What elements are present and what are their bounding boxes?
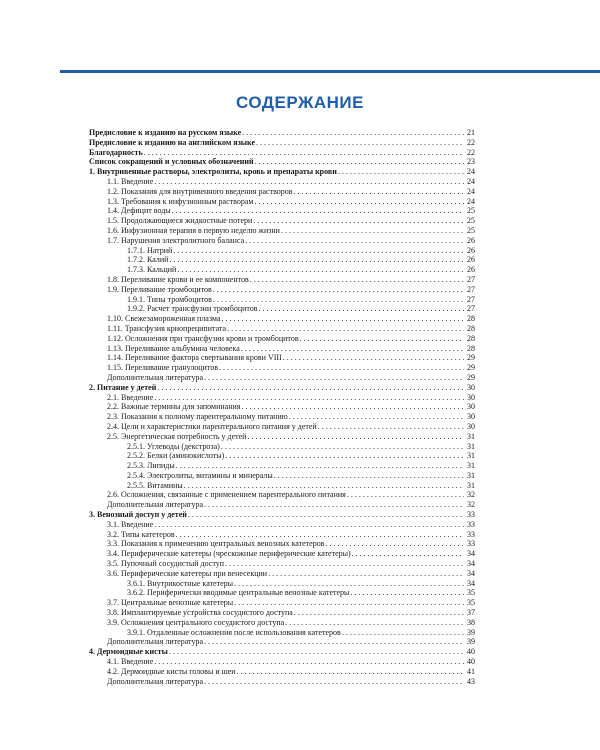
toc-page-number: 27 xyxy=(467,294,475,304)
toc-leader-dots xyxy=(254,197,464,207)
toc-page-number: 27 xyxy=(467,284,475,294)
toc-entry[interactable] xyxy=(89,637,475,647)
toc-page-number: 38 xyxy=(467,617,475,627)
toc-page-number: 23 xyxy=(467,157,475,167)
toc-entry-title: 4. Дермоидные кисты xyxy=(89,647,168,657)
toc-entry[interactable] xyxy=(89,265,475,275)
toc-entry-title: 1.9.1. Типы тромбоцитов xyxy=(127,294,212,304)
toc-page-number: 31 xyxy=(467,431,475,441)
toc-leader-dots xyxy=(169,255,464,265)
toc-leader-dots xyxy=(318,422,464,432)
toc-leader-dots xyxy=(144,148,464,158)
toc-entry[interactable] xyxy=(89,490,475,500)
toc-page-number: 24 xyxy=(467,167,475,177)
toc-entry-title: Дополнительная литература xyxy=(107,637,203,647)
toc-entry[interactable] xyxy=(89,461,475,471)
toc-page-number: 30 xyxy=(467,392,475,402)
toc-entry-title: 1.9.2. Расчет трансфузии тромбоцитов xyxy=(127,304,258,314)
header-rule xyxy=(60,70,600,73)
toc-leader-dots xyxy=(225,559,464,569)
toc-leader-dots xyxy=(241,402,464,412)
toc-leader-dots xyxy=(274,471,464,481)
toc-page-number: 31 xyxy=(467,451,475,461)
toc-leader-dots xyxy=(289,412,464,422)
toc-entry-title: 1.9. Переливание тромбоцитов xyxy=(107,284,212,294)
toc-leader-dots xyxy=(184,481,464,491)
toc-entry[interactable] xyxy=(89,334,475,344)
toc-leader-dots xyxy=(285,618,464,628)
toc-page-number: 22 xyxy=(467,147,475,157)
toc-page-number: 30 xyxy=(467,421,475,431)
toc-entry[interactable] xyxy=(89,236,475,246)
toc-entry[interactable] xyxy=(89,471,475,481)
toc-page-number: 30 xyxy=(467,412,475,422)
toc-page-number: 28 xyxy=(467,314,475,324)
toc-entry[interactable] xyxy=(89,177,475,187)
toc-page-number: 37 xyxy=(467,608,475,618)
toc-leader-dots xyxy=(242,128,464,138)
toc-page-number: 25 xyxy=(467,216,475,226)
toc-entry-title: Предисловие к изданию на русском языке xyxy=(89,128,242,137)
toc-page-number: 22 xyxy=(467,137,475,147)
toc-leader-dots xyxy=(256,138,464,148)
toc-page-number: 33 xyxy=(467,510,475,520)
toc-entry[interactable] xyxy=(89,324,475,334)
toc-entry[interactable] xyxy=(89,579,475,589)
toc-entry-title: 4.1. Введение xyxy=(107,657,154,667)
toc-entry-title: 1.5. Продолжающиеся жидкостные потери xyxy=(107,216,253,226)
toc-entry[interactable] xyxy=(89,275,475,285)
toc-entry[interactable] xyxy=(89,206,475,216)
toc-leader-dots xyxy=(300,334,464,344)
toc-page-number: 21 xyxy=(467,128,475,137)
toc-entry-title: 2.2. Важные термины для запоминания xyxy=(107,402,241,412)
toc-entry-title: Дополнительная литература xyxy=(107,500,203,510)
toc-page-number: 32 xyxy=(467,500,475,510)
toc-entry[interactable] xyxy=(89,569,475,579)
toc-entry-title: 1.7.3. Кальций xyxy=(127,265,177,275)
toc-entry[interactable] xyxy=(89,412,475,422)
toc-leader-dots xyxy=(169,647,464,657)
toc-entry-title: 3.7. Центральные венозные катетеры xyxy=(107,598,234,608)
toc-leader-dots xyxy=(157,383,464,393)
toc-entry-title: Предисловие к изданию на английском языке xyxy=(89,137,256,147)
toc-leader-dots xyxy=(255,157,464,167)
toc-page-number: 39 xyxy=(467,637,475,647)
toc-page-number: 26 xyxy=(467,255,475,265)
toc-leader-dots xyxy=(154,520,464,530)
toc-page-number: 30 xyxy=(467,382,475,392)
toc-entry-title: 3. Венозный доступ у детей xyxy=(89,510,187,520)
toc-entry[interactable] xyxy=(89,393,475,403)
toc-page-number: 28 xyxy=(467,343,475,353)
toc-leader-dots xyxy=(177,265,464,275)
toc-entry-title: 1.13. Переливание альбумина человека xyxy=(107,343,240,353)
toc-entry-title: 1.4. Дефицит воды xyxy=(107,206,171,216)
toc-page-number: 35 xyxy=(467,588,475,598)
toc-page-number: 34 xyxy=(467,559,475,569)
toc-entry-title: 1.3. Требования к инфузионным растворам xyxy=(107,196,254,206)
toc-page-number: 30 xyxy=(467,402,475,412)
toc-entry-title: 3.6.2. Периферически вводимые центральные венозные катетеры xyxy=(127,588,350,598)
toc-page-number: 40 xyxy=(467,657,475,667)
toc-leader-dots xyxy=(204,373,464,383)
toc-page-number: 29 xyxy=(467,363,475,373)
toc-entry[interactable] xyxy=(89,677,475,687)
toc-entry-title: 1. Внутривенные растворы, электролиты, кровь и препараты крови xyxy=(89,167,337,177)
toc-entry[interactable] xyxy=(89,383,475,393)
toc-entry[interactable] xyxy=(89,167,475,177)
toc-entry[interactable] xyxy=(89,657,475,667)
toc-entry[interactable] xyxy=(89,373,475,383)
toc-page-number: 31 xyxy=(467,441,475,451)
toc-leader-dots xyxy=(213,285,464,295)
toc-page-number: 27 xyxy=(467,274,475,284)
page-title: СОДЕРЖАНИЕ xyxy=(236,93,364,112)
toc-entry[interactable] xyxy=(89,148,475,158)
toc-page-number: 33 xyxy=(467,519,475,529)
toc-entry-title: 2.5.2. Белки (аминокислоты) xyxy=(127,451,225,461)
toc-entry[interactable] xyxy=(89,618,475,628)
toc-entry-title: 3.4. Периферические катетеры (чрескожные периферические катетеры) xyxy=(107,549,351,559)
toc-page-number: 29 xyxy=(467,353,475,363)
toc-entry-title: Дополнительная литература xyxy=(107,372,203,382)
toc-leader-dots xyxy=(237,667,464,677)
toc-entry-title: 3.9. Осложнения центрального сосудистого доступа xyxy=(107,617,285,627)
toc-entry-title: 4.2. Дермоидные кисты головы и шеи xyxy=(107,666,236,676)
toc-entry[interactable] xyxy=(89,246,475,256)
toc-entry-title: 3.5. Пупочный сосудистый доступ xyxy=(107,559,225,569)
toc-leader-dots xyxy=(234,598,464,608)
toc-entry[interactable] xyxy=(89,559,475,569)
toc-leader-dots xyxy=(338,167,464,177)
toc-page-number: 34 xyxy=(467,568,475,578)
toc-entry-title: 1.10. Свежезамороженная плазма xyxy=(107,314,221,324)
toc-entry[interactable] xyxy=(89,138,475,148)
toc-entry-title: 2.1. Введение xyxy=(107,392,154,402)
toc-entry[interactable] xyxy=(89,344,475,354)
toc-leader-dots xyxy=(204,677,464,687)
toc-entry-title: 2. Питание у детей xyxy=(89,382,157,392)
toc-entry-title: 2.3. Показания к полному парентеральному питанию xyxy=(107,412,288,422)
toc-page-number: 26 xyxy=(467,265,475,275)
toc-leader-dots xyxy=(154,393,464,403)
toc-page-number: 26 xyxy=(467,235,475,245)
toc-entry[interactable] xyxy=(89,128,475,138)
toc-entry-title: 3.9.1. Отдаленные осложнения после использования катетеров xyxy=(127,627,341,637)
toc-entry-title: Благодарность xyxy=(89,147,143,157)
toc-page-number: 39 xyxy=(467,627,475,637)
toc-leader-dots xyxy=(245,236,464,246)
toc-entry[interactable] xyxy=(89,187,475,197)
toc-leader-dots xyxy=(234,579,464,589)
toc-leader-dots xyxy=(219,363,464,373)
toc-entry[interactable] xyxy=(89,598,475,608)
toc-entry-title: 2.5.4. Электролиты, витамины и минералы xyxy=(127,470,273,480)
toc-entry[interactable] xyxy=(89,500,475,510)
toc-page-number: 25 xyxy=(467,225,475,235)
toc-leader-dots xyxy=(241,344,464,354)
toc-page-number: 34 xyxy=(467,578,475,588)
toc-leader-dots xyxy=(253,216,464,226)
toc-page-number: 24 xyxy=(467,176,475,186)
toc-leader-dots xyxy=(176,530,464,540)
toc-entry-title: Дополнительная литература xyxy=(107,676,203,686)
toc-leader-dots xyxy=(154,657,464,667)
toc-leader-dots xyxy=(259,304,464,314)
toc-page-number: 25 xyxy=(467,206,475,216)
toc-page-number: 31 xyxy=(467,461,475,471)
toc-entry-title: 1.11. Трансфузия криопреципитата xyxy=(107,323,227,333)
toc-leader-dots xyxy=(325,539,464,549)
toc-entry[interactable] xyxy=(89,295,475,305)
toc-leader-dots xyxy=(227,324,464,334)
toc-page-number: 34 xyxy=(467,549,475,559)
toc-entry-title: 1.14. Переливание фактора свертывания крови VIII xyxy=(107,353,282,363)
toc-entry[interactable] xyxy=(89,314,475,324)
toc-leader-dots xyxy=(250,275,464,285)
toc-entry-title: 1.12. Осложнения при трансфузии крови и тромбоцитов xyxy=(107,333,299,343)
toc-entry[interactable] xyxy=(89,451,475,461)
toc-entry[interactable] xyxy=(89,667,475,677)
toc-page-number: 26 xyxy=(467,245,475,255)
toc-page-number: 28 xyxy=(467,323,475,333)
toc-entry[interactable] xyxy=(89,520,475,530)
toc-leader-dots xyxy=(294,187,464,197)
toc-entry[interactable] xyxy=(89,216,475,226)
toc-entry[interactable] xyxy=(89,442,475,452)
toc-leader-dots xyxy=(221,442,464,452)
toc-entry[interactable] xyxy=(89,304,475,314)
toc-leader-dots xyxy=(213,295,464,305)
toc-entry[interactable] xyxy=(89,481,475,491)
toc-entry-title: Список сокращений и условных обозначений xyxy=(89,157,254,167)
toc-entry[interactable] xyxy=(89,353,475,363)
toc-leader-dots xyxy=(352,549,464,559)
toc-entry-title: 1.7.2. Калий xyxy=(127,255,169,265)
toc-leader-dots xyxy=(188,510,464,520)
toc-page-number: 28 xyxy=(467,333,475,343)
table-of-contents xyxy=(89,128,475,686)
toc-entry-title: 2.5. Энергетическая потребность у детей xyxy=(107,431,247,441)
toc-page-number: 43 xyxy=(467,676,475,686)
toc-entry[interactable] xyxy=(89,285,475,295)
toc-entry[interactable] xyxy=(89,549,475,559)
toc-leader-dots xyxy=(283,353,464,363)
toc-page-number: 40 xyxy=(467,647,475,657)
toc-entry[interactable] xyxy=(89,226,475,236)
toc-page-number: 41 xyxy=(467,666,475,676)
toc-page-number: 31 xyxy=(467,480,475,490)
toc-entry[interactable] xyxy=(89,255,475,265)
toc-entry[interactable] xyxy=(89,402,475,412)
toc-entry[interactable] xyxy=(89,530,475,540)
toc-entry[interactable] xyxy=(89,157,475,167)
toc-page-number: 32 xyxy=(467,490,475,500)
toc-page-number: 27 xyxy=(467,304,475,314)
toc-entry-title: 1.2. Показания для внутривенного введения растворов xyxy=(107,186,293,196)
toc-entry-title: 2.5.5. Витамины xyxy=(127,480,183,490)
toc-entry[interactable] xyxy=(89,510,475,520)
toc-entry[interactable] xyxy=(89,422,475,432)
toc-entry-title: 1.8. Переливание крови и ее компонентов xyxy=(107,274,249,284)
toc-leader-dots xyxy=(347,490,464,500)
toc-entry-title: 2.5.1. Углеводы (декстроза) xyxy=(127,441,220,451)
toc-page-number: 29 xyxy=(467,372,475,382)
toc-entry-title: 3.6.1. Внутрикостные катетеры xyxy=(127,578,234,588)
toc-entry[interactable] xyxy=(89,539,475,549)
toc-entry[interactable] xyxy=(89,432,475,442)
toc-entry-title: 3.8. Имплантируемые устройства сосудистого доступа xyxy=(107,608,293,618)
toc-entry[interactable] xyxy=(89,647,475,657)
toc-leader-dots xyxy=(268,569,464,579)
toc-leader-dots xyxy=(176,461,464,471)
toc-leader-dots xyxy=(294,608,464,618)
toc-leader-dots xyxy=(342,628,464,638)
toc-entry-title: 2.6. Осложнения, связанные с применением парентерального питания xyxy=(107,490,346,500)
toc-entry-title: 3.2. Типы катетеров xyxy=(107,529,175,539)
toc-page-number: 35 xyxy=(467,598,475,608)
toc-entry[interactable] xyxy=(89,363,475,373)
toc-page-number: 33 xyxy=(467,539,475,549)
toc-entry-title: 1.7.1. Натрий xyxy=(127,245,173,255)
toc-leader-dots xyxy=(154,177,464,187)
toc-entry[interactable] xyxy=(89,608,475,618)
toc-entry-title: 3.3. Показания к применению центральных венозных катетеров xyxy=(107,539,325,549)
toc-entry[interactable] xyxy=(89,628,475,638)
toc-leader-dots xyxy=(225,451,464,461)
toc-leader-dots xyxy=(172,206,464,216)
toc-entry-title: 1.7. Нарушения электролитного баланса xyxy=(107,235,245,245)
toc-entry-title: 3.1. Введение xyxy=(107,519,154,529)
toc-page-number: 31 xyxy=(467,470,475,480)
toc-entry[interactable] xyxy=(89,588,475,598)
toc-entry-title: 2.4. Цели и характеристики парентерального питания у детей xyxy=(107,421,317,431)
toc-leader-dots xyxy=(221,314,464,324)
toc-page-number: 24 xyxy=(467,186,475,196)
toc-entry-title: 1.6. Инфузионная терапия в первую неделю жизни xyxy=(107,225,280,235)
toc-page-number: 24 xyxy=(467,196,475,206)
toc-entry-title: 1.1. Введение xyxy=(107,176,154,186)
toc-entry-title: 1.15. Переливание гранулоцитов xyxy=(107,363,218,373)
toc-entry-title: 2.5.3. Липиды xyxy=(127,461,175,471)
toc-entry[interactable] xyxy=(89,197,475,207)
toc-page-number: 33 xyxy=(467,529,475,539)
toc-entry-title: 3.6. Периферические катетеры при венесекции xyxy=(107,568,268,578)
toc-leader-dots xyxy=(204,637,464,647)
toc-leader-dots xyxy=(204,500,464,510)
toc-leader-dots xyxy=(350,588,464,598)
toc-leader-dots xyxy=(173,246,464,256)
toc-leader-dots xyxy=(247,432,464,442)
toc-leader-dots xyxy=(281,226,464,236)
